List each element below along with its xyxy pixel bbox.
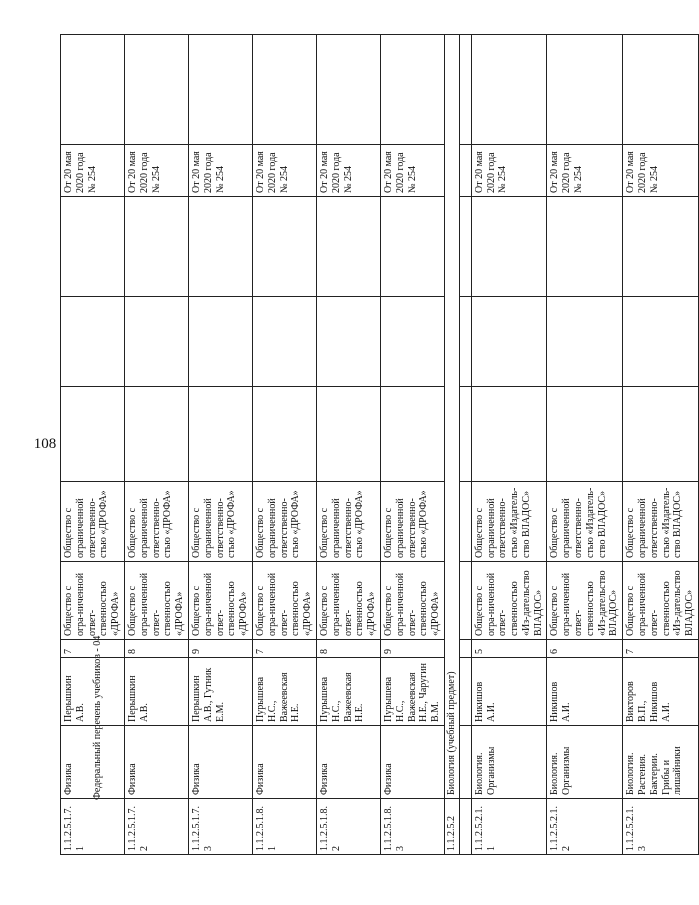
row-empty-4 xyxy=(471,35,547,145)
row-publisher-full: Общество с ограниченной ответственно-стью «Издатель-ство ВЛАДОС» xyxy=(547,482,623,562)
row-grade: 8 xyxy=(316,640,380,658)
row-publisher-full: Общество с ограниченной ответственно-стью «ДРОФА» xyxy=(188,482,252,562)
row-subject: Биология. Организмы xyxy=(547,726,623,799)
row-authors: Перышкин А.В., Гутник Е.М. xyxy=(188,658,252,726)
row-grade: 8 xyxy=(124,640,188,658)
row-empty-3 xyxy=(380,197,444,297)
row-order: От 20 мая 2020 года № 254 xyxy=(380,145,444,197)
row-empty-2 xyxy=(124,297,188,387)
row-subject: Физика xyxy=(61,726,125,799)
table-row xyxy=(547,35,623,855)
row-empty-2 xyxy=(380,297,444,387)
row-subject: Биология. Организмы xyxy=(471,726,547,799)
row-grade: 7 xyxy=(252,640,316,658)
table-row xyxy=(471,35,547,855)
row-subject: Физика xyxy=(188,726,252,799)
section-title: Биология (учебный предмет) xyxy=(444,35,459,799)
row-empty-4 xyxy=(623,35,699,145)
row-code: 1.1.2.5.1.7.1 xyxy=(61,799,125,855)
row-empty-3 xyxy=(252,197,316,297)
row-publisher-full: Общество с ограниченной ответственно-стью «Издатель-ство ВЛАДОС» xyxy=(471,482,547,562)
row-subject: Физика xyxy=(316,726,380,799)
row-empty-4 xyxy=(316,35,380,145)
row-publisher: Общество с огра-ниченной ответ-ственностью «ДРОФА» xyxy=(124,562,188,640)
row-empty-4 xyxy=(61,35,125,145)
section-spacer-row xyxy=(459,35,471,855)
row-empty-2 xyxy=(252,297,316,387)
row-publisher: Общество с огра-ниченной ответ-ственностью «ДРОФА» xyxy=(188,562,252,640)
page-number: 108 xyxy=(33,436,57,452)
row-code: 1.1.2.5.1.8.2 xyxy=(316,799,380,855)
row-empty-1 xyxy=(316,387,380,482)
row-order: От 20 мая 2020 года № 254 xyxy=(316,145,380,197)
table-row xyxy=(380,35,444,855)
row-empty-4 xyxy=(252,35,316,145)
row-order: От 20 мая 2020 года № 254 xyxy=(623,145,699,197)
biology-section xyxy=(444,35,471,855)
row-publisher: Общество с огра-ниченной ответ-ственностью «ДРОФА» xyxy=(252,562,316,640)
row-empty-2 xyxy=(188,297,252,387)
row-empty-1 xyxy=(188,387,252,482)
row-authors: Перышкин А.В. xyxy=(61,658,125,726)
row-publisher: Общество с огра-ниченной ответ-ственностью «Из-дательство ВЛАДОС» xyxy=(471,562,547,640)
physics-rows xyxy=(61,35,445,855)
table-row xyxy=(316,35,380,855)
row-grade: 5 xyxy=(471,640,547,658)
row-empty-3 xyxy=(316,197,380,297)
row-empty-1 xyxy=(547,387,623,482)
row-empty-4 xyxy=(124,35,188,145)
row-empty-1 xyxy=(124,387,188,482)
row-publisher-full: Общество с ограниченной ответственно-стью «ДРОФА» xyxy=(124,482,188,562)
row-order: От 20 мая 2020 года № 254 xyxy=(547,145,623,197)
row-empty-2 xyxy=(547,297,623,387)
table-row xyxy=(252,35,316,855)
row-code: 1.1.2.5.1.7.3 xyxy=(188,799,252,855)
row-grade: 9 xyxy=(380,640,444,658)
row-empty-3 xyxy=(124,197,188,297)
row-authors: Пурышева Н.С., Важеевская Н.Е., Чаругин В.М. xyxy=(380,658,444,726)
row-authors: Викторов В.П., Никишов А.И. xyxy=(623,658,699,726)
row-empty-2 xyxy=(316,297,380,387)
row-publisher: Общество с огра-ниченной ответ-ственностью «Из-дательство ВЛАДОС» xyxy=(547,562,623,640)
row-grade: 6 xyxy=(547,640,623,658)
row-publisher-full: Общество с ограниченной ответственно-стью «ДРОФА» xyxy=(252,482,316,562)
row-publisher: Общество с огра-ниченной ответ-ственностью «Из-дательство ВЛАДОС» xyxy=(623,562,699,640)
rotated-table-container xyxy=(60,35,696,855)
row-grade: 9 xyxy=(188,640,252,658)
section-code: 1.1.2.5.2 xyxy=(444,799,459,855)
row-empty-1 xyxy=(623,387,699,482)
row-empty-1 xyxy=(471,387,547,482)
row-subject: Физика xyxy=(380,726,444,799)
row-order: От 20 мая 2020 года № 254 xyxy=(61,145,125,197)
row-publisher-full: Общество с ограниченной ответственно-стью «ДРОФА» xyxy=(316,482,380,562)
row-empty-2 xyxy=(471,297,547,387)
row-grade: 7 xyxy=(61,640,125,658)
row-code: 1.1.2.5.1.7.2 xyxy=(124,799,188,855)
row-empty-2 xyxy=(623,297,699,387)
row-authors: Пурышева Н.С., Важеевская Н.Е. xyxy=(316,658,380,726)
row-order: От 20 мая 2020 года № 254 xyxy=(188,145,252,197)
row-authors: Пурышева Н.С., Важеевская Н.Е. xyxy=(252,658,316,726)
row-subject: Физика xyxy=(252,726,316,799)
row-order: От 20 мая 2020 года № 254 xyxy=(124,145,188,197)
table-row xyxy=(61,35,125,855)
row-order: От 20 мая 2020 года № 254 xyxy=(471,145,547,197)
row-publisher: Общество с огра-ниченной ответ-ственностью «ДРОФА» xyxy=(316,562,380,640)
row-empty-4 xyxy=(380,35,444,145)
row-authors: Никишов А.И. xyxy=(471,658,547,726)
row-subject: Биология. Растения. Бактерии. Грибы и лишайники xyxy=(623,726,699,799)
row-grade: 7 xyxy=(623,640,699,658)
section-row xyxy=(444,35,459,855)
row-empty-4 xyxy=(188,35,252,145)
footer-text: Федеральный перечень учебников - 04 xyxy=(92,635,103,800)
table-row xyxy=(124,35,188,855)
row-empty-4 xyxy=(547,35,623,145)
row-publisher: Общество с огра-ниченной ответ-ственностью «ДРОФА» xyxy=(380,562,444,640)
row-publisher: Общество с огра-ниченной ответ-ственностью «ДРОФА» xyxy=(61,562,125,640)
row-empty-3 xyxy=(471,197,547,297)
row-subject: Физика xyxy=(124,726,188,799)
row-empty-3 xyxy=(547,197,623,297)
row-empty-3 xyxy=(61,197,125,297)
row-code: 1.1.2.5.1.8.3 xyxy=(380,799,444,855)
table-row xyxy=(188,35,252,855)
row-empty-1 xyxy=(380,387,444,482)
biology-rows xyxy=(471,35,698,855)
row-authors: Никишов А.И. xyxy=(547,658,623,726)
row-empty-3 xyxy=(623,197,699,297)
row-code: 1.1.2.5.2.1.3 xyxy=(623,799,699,855)
row-code: 1.1.2.5.1.8.1 xyxy=(252,799,316,855)
textbook-table xyxy=(60,34,699,855)
row-code: 1.1.2.5.2.1.1 xyxy=(471,799,547,855)
table-row xyxy=(623,35,699,855)
row-authors: Перышкин А.В. xyxy=(124,658,188,726)
row-publisher-full: Общество с ограниченной ответственно-стью «Издатель-ство ВЛАДОС» xyxy=(623,482,699,562)
row-publisher-full: Общество с ограниченной ответственно-стью «ДРОФА» xyxy=(61,482,125,562)
row-empty-1 xyxy=(252,387,316,482)
row-code: 1.1.2.5.2.1.2 xyxy=(547,799,623,855)
row-order: От 20 мая 2020 года № 254 xyxy=(252,145,316,197)
row-empty-2 xyxy=(61,297,125,387)
row-empty-1 xyxy=(61,387,125,482)
row-empty-3 xyxy=(188,197,252,297)
row-publisher-full: Общество с ограниченной ответственно-стью «ДРОФА» xyxy=(380,482,444,562)
